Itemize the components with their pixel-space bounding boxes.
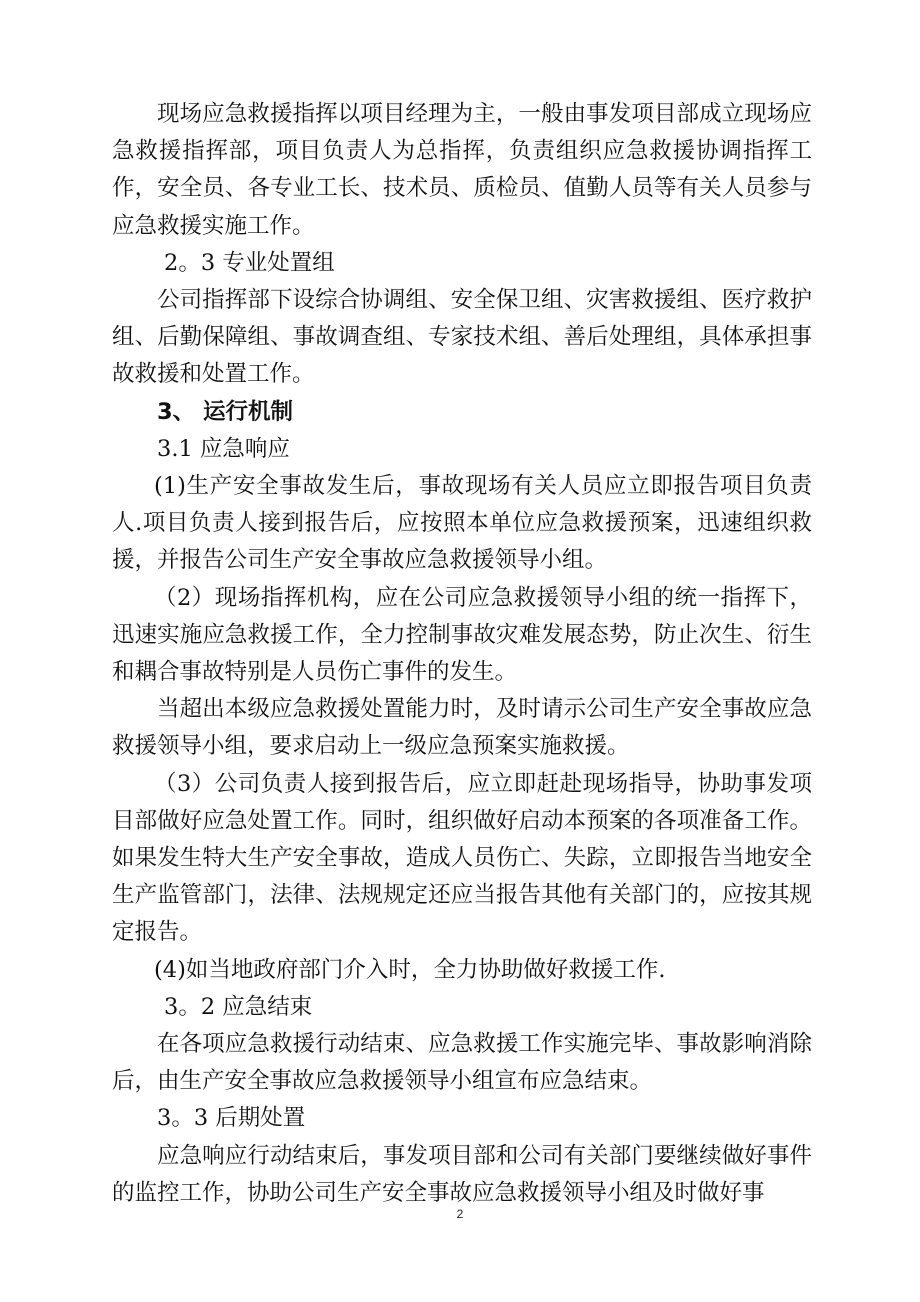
paragraph-response-2: （2）现场指挥机构，应在公司应急救援领导小组的统一指挥下，迅速实施应急救援工作，全力控制事故灾难发展态势，防止次生、衍生和耦合事故特别是人员伤亡事件的发生。 [112, 584, 812, 686]
heading-3-3-aftermath: 3。3 后期处置 [157, 1105, 306, 1132]
paragraph-response-4: (4)如当地政府部门介入时，全力协助做好救援工作. [154, 956, 666, 983]
heading-3-operating-mechanism: 3、 运行机制 [157, 398, 293, 425]
paragraph-response-1: (1)生产安全事故发生后，事故现场有关人员应立即报告项目负责人.项目负责人接到报告后，应按照本单位应急救援预案，迅速组织救援，并报告公司生产安全事故应急救援领导小组。 [112, 473, 812, 574]
paragraph-emergency-end: 在各项应急救援行动结束、应急救援工作实施完毕、事故影响消除后，由生产安全事故应急救援领导小组宣布应急结束。 [112, 1031, 812, 1095]
document-body [112, 96, 812, 1212]
page-number: 2 [456, 1207, 464, 1221]
paragraph-escalation: 当超出本级应急救援处置能力时，及时请示公司生产安全事故应急救援领导小组，要求启动上一级应急预案实施救援。 [112, 696, 812, 760]
paragraph-groups: 公司指挥部下设综合协调组、安全保卫组、灾害救援组、医疗救护组、后勤保障组、事故调查组、专家技术组、善后处理组，具体承担事故救援和处置工作。 [112, 287, 812, 388]
paragraph-response-3: （3）公司负责人接到报告后，应立即赶赴现场指导，协助事发项目部做好应急处置工作。同时，组织做好启动本预案的各项准备工作。如果发生特大生产安全事故，造成人员伤亡、失踪，立即报告当地安全生产监管部门，法律、法规规定还应当报告其他有关部门的，应按其规定报告。 [112, 770, 812, 946]
heading-3-1-emergency-response: 3.1 应急响应 [157, 435, 290, 462]
paragraph-command-structure: 现场应急救援指挥以项目经理为主，一般由事发项目部成立现场应急救援指挥部，项目负责人为总指挥，负责组织应急救援协调指挥工作，安全员、各专业工长、技术员、质检员、值勤人员等有关人员参与应急救援实施工作。 [112, 101, 812, 239]
heading-3-2-emergency-end: 3。2 应急结束 [164, 993, 313, 1020]
heading-2-3-professional-groups: 2。3 专业处置组 [164, 249, 335, 276]
paragraph-aftermath: 应急响应行动结束后，事发项目部和公司有关部门要继续做好事件的监控工作，协助公司生产安全事故应急救援领导小组及时做好事 [112, 1142, 812, 1206]
